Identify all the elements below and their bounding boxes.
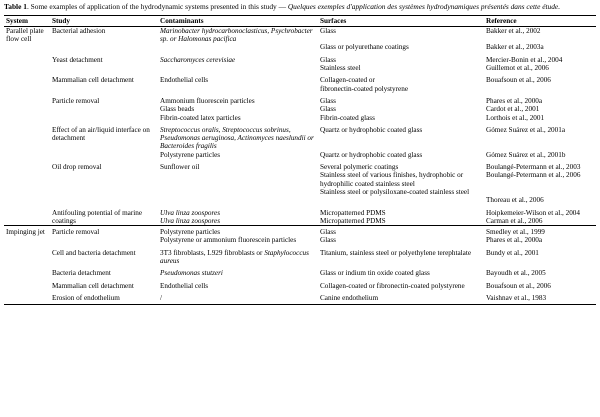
cell-system xyxy=(4,245,50,266)
cell-contaminants: Streptococcus oralis, Streptococcus sobrinus, Pseudomonas aeruginosa, Actinomyces naeslundii or Bacteroides fragilis xyxy=(160,125,314,151)
cell-reference: Bayoudh et al., 2005 xyxy=(486,269,546,278)
cell-reference: Vaishnav et al., 1983 xyxy=(484,290,596,305)
table-caption xyxy=(4,3,596,12)
cell-reference: Bakker et al., 2002 Bakker et al., 2003a xyxy=(486,26,544,52)
cell-study xyxy=(50,151,158,159)
cell-system xyxy=(4,159,50,204)
cell-surfaces: Collagen-coated or fibronectin-coated polystyrene xyxy=(320,76,409,93)
cell-system xyxy=(4,52,50,73)
applications-table xyxy=(4,15,596,306)
header-system: System xyxy=(4,15,50,26)
cell-reference: Bundy et al., 2001 xyxy=(486,248,539,257)
cell-study: Antifouling potential of marine coatings xyxy=(52,208,143,225)
cell-reference: Mercier-Bonin et al., 2004 Guillemot et al., 2006 xyxy=(486,55,563,73)
cell-study: Effect of an air/liquid interface on detachment xyxy=(52,125,150,143)
cell-system xyxy=(4,205,50,226)
table-row xyxy=(4,122,596,151)
cell-system xyxy=(4,93,50,122)
cell-study: Particle removal xyxy=(50,226,158,245)
cell-system: Parallel plate flow cell xyxy=(6,26,44,44)
table-header-row xyxy=(4,15,596,26)
cell-contaminants: Pseudomonas stutzeri xyxy=(160,269,223,278)
table-row xyxy=(4,226,596,245)
cell-surfaces: Glass or indium tin oxide coated glass xyxy=(320,269,430,278)
cell-reference: Bouafsoun et al., 2006 xyxy=(486,76,551,85)
cell-reference: Boulangé-Petermann et al., 2003 Boulangé-Petermann et al., 2006 Thoreau et al., 2006 xyxy=(486,163,581,205)
cell-study: Yeast detachment xyxy=(52,55,103,64)
cell-reference: Gómez Suárez et al., 2001a xyxy=(486,125,566,134)
cell-surfaces: Glass Glass Fibrin-coated glass xyxy=(320,96,375,122)
cell-surfaces: Glass Glass or polyurethane coatings xyxy=(320,26,409,52)
header-surfaces: Surfaces xyxy=(318,15,484,26)
cell-study: Mammalian cell detachment xyxy=(52,76,134,85)
header-contaminants: Contaminants xyxy=(158,15,318,26)
cell-surfaces: Quartz or hydrophobic coated glass xyxy=(320,150,423,159)
table-row xyxy=(4,26,596,51)
cell-contaminants: Marinobacter hydrocarbonoclasticus, Psychrobacter sp. or Halomonas pacifica xyxy=(160,26,313,44)
cell-system: Impinging jet xyxy=(4,226,50,245)
cell-surfaces: Quartz or hydrophobic coated glass xyxy=(320,125,423,134)
cell-contaminants: Endothelial cells xyxy=(160,281,209,290)
table-row xyxy=(4,265,596,277)
cell-reference: Gómez Suárez et al., 2001b xyxy=(486,150,566,159)
cell-contaminants: Sunflower oil xyxy=(160,163,200,172)
cell-reference: Smedley et al., 1999 Phares et al., 2000a xyxy=(484,226,596,245)
table-row xyxy=(4,52,596,73)
table-row xyxy=(4,72,596,93)
table-row xyxy=(4,245,596,266)
cell-surfaces: Titanium, stainless steel or polyethylene terephtalate xyxy=(320,248,472,257)
cell-study: Mammalian cell detachment xyxy=(52,281,134,290)
cell-contaminants: Saccharomyces cerevisiae xyxy=(160,55,236,64)
cell-system xyxy=(4,290,50,305)
cell-system xyxy=(4,151,50,159)
header-study: Study xyxy=(50,15,158,26)
table-row xyxy=(4,159,596,204)
cell-system xyxy=(4,278,50,290)
caption-label: Table 1 xyxy=(4,2,27,11)
cell-contaminants: Polystyrene particles xyxy=(160,150,221,159)
cell-surfaces: Micropatterned PDMS Micropatterned PDMS xyxy=(320,208,386,225)
cell-contaminants: Ulva linza zoospores Ulva linza zoospores xyxy=(160,208,221,225)
cell-study: Oil drop removal xyxy=(52,163,102,172)
cell-contaminants: Polystyrene particles Polystyrene or ammonium fluorescein particles xyxy=(158,226,318,245)
cell-contaminants: 3T3 fibroblasts, L929 fibroblasts or Staphylococcus aureus xyxy=(160,248,309,266)
cell-system xyxy=(4,122,50,151)
caption-french: Quelques exemples d'application des systèmes hydrodynamiques présentés dans cette étude. xyxy=(287,2,561,11)
table-row xyxy=(4,151,596,159)
cell-study: Cell and bacteria detachment xyxy=(52,248,136,257)
table-row xyxy=(4,205,596,226)
cell-system xyxy=(4,265,50,277)
cell-surfaces: Several polymeric coatings Stainless steel of various finishes, hydrophobic or hydrophilic coated stainless steel Stainless steel or polysiloxane-coated stainless steel xyxy=(320,163,470,196)
cell-system xyxy=(4,72,50,93)
cell-surfaces: Glass Stainless steel xyxy=(320,55,361,73)
cell-reference: Hoipkemeier-Wilson et al., 2004 Carman et al., 2006 xyxy=(486,208,580,225)
cell-study: Erosion of endothelium xyxy=(50,290,158,305)
table-row xyxy=(4,290,596,305)
cell-study: Bacteria detachment xyxy=(52,269,111,278)
header-reference: Reference xyxy=(484,15,596,26)
cell-study: Bacterial adhesion xyxy=(52,26,106,35)
cell-surfaces: Canine endothelium xyxy=(318,290,484,305)
table-row xyxy=(4,278,596,290)
cell-study: Particle removal xyxy=(52,96,100,105)
table-row xyxy=(4,93,596,122)
cell-reference: Bouafsoun et al., 2006 xyxy=(486,281,551,290)
cell-surfaces: Collagen-coated or fibronectin-coated polystyrene xyxy=(320,281,465,290)
cell-surfaces: Glass Glass xyxy=(318,226,484,245)
table-body xyxy=(4,26,596,304)
cell-contaminants: Endothelial cells xyxy=(160,76,209,85)
cell-reference: Phares et al., 2000a Cardot et al., 2001 Lorthois et al., 2001 xyxy=(486,96,545,122)
cell-contaminants: Ammonium fluorescein particles Glass beads Fibrin-coated latex particles xyxy=(160,96,255,122)
caption-english: . Some examples of application of the hydrodynamic systems presented in this study — xyxy=(26,2,288,11)
cell-contaminants: / xyxy=(158,290,318,305)
